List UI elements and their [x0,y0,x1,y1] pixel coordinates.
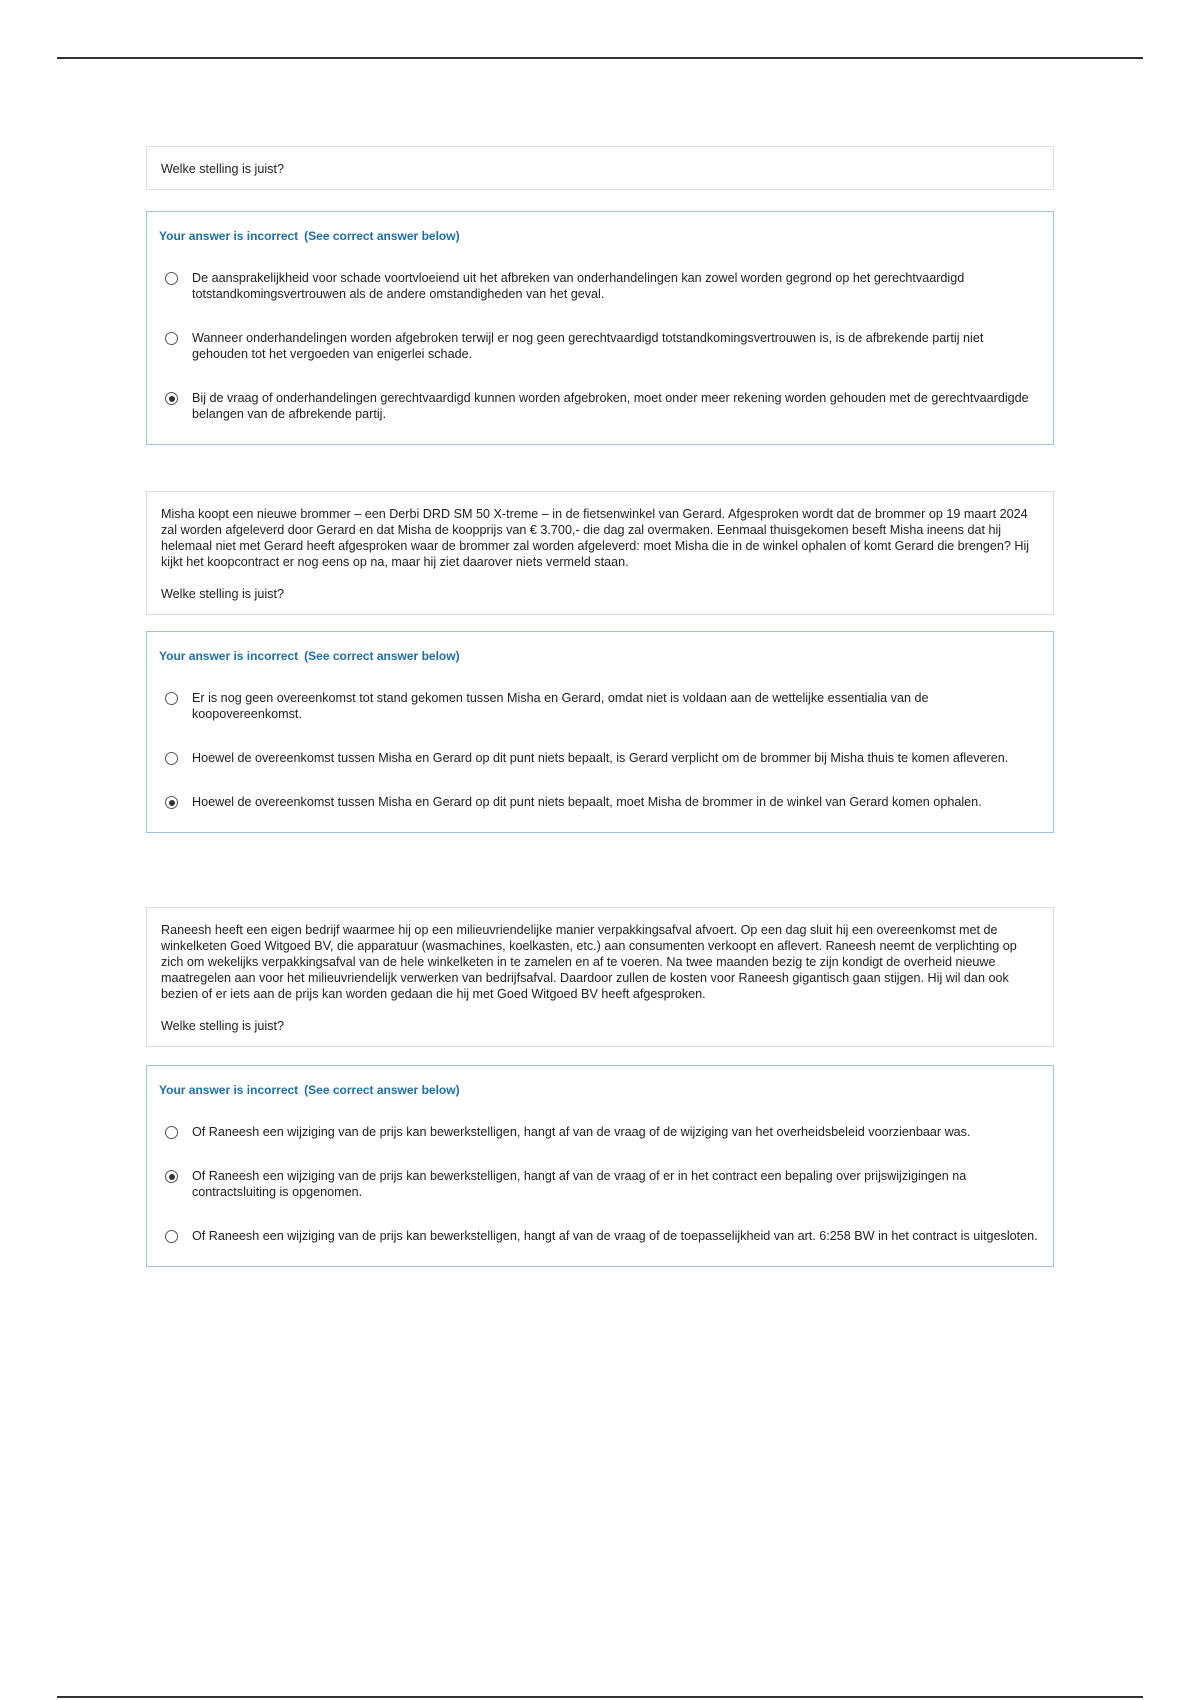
top-divider [57,57,1143,59]
answer-1-option-2[interactable] [159,330,1039,362]
question-1-prompt: Welke stelling is juist? [161,162,284,176]
question-1-box [146,146,1054,190]
option-text: Hoewel de overeenkomst tussen Misha en Gerard op dit punt niets bepaalt, moet Misha de brommer in de winkel van Gerard komen ophalen. [192,795,982,809]
incorrect-label: Your answer is incorrect [159,649,299,663]
answer-3-option-3[interactable] [159,1228,1039,1244]
answer-3-option-2[interactable] [159,1168,1039,1200]
question-2-box [146,491,1054,615]
question-3-box [146,907,1054,1047]
bottom-divider [57,1696,1143,1698]
option-text: Of Raneesh een wijziging van de prijs kan bewerkstelligen, hangt af van de vraag of de wijziging van het overheidsbeleid voorzienbaar was. [192,1125,971,1139]
answer-1-option-3[interactable] [159,390,1039,422]
answer-2-option-1[interactable] [159,690,1039,722]
answer-3-option-1[interactable] [159,1124,1039,1140]
answer-2-feedback [159,648,1039,664]
radio-button[interactable] [165,1126,178,1139]
see-correct-label: (See correct answer below) [304,229,460,243]
answer-2-box [146,631,1054,833]
option-text: De aansprakelijkheid voor schade voortvloeiend uit het afbreken van onderhandelingen kan zowel worden gegrond op het gerechtvaardigd totstandkomingsvertrouwen als de andere omstandigheden van het geval. [192,271,965,301]
radio-button[interactable] [165,692,178,705]
answer-1-option-1[interactable] [159,270,1039,302]
question-3-prompt: Welke stelling is juist? [161,1019,284,1033]
answer-2-option-3[interactable] [159,794,1039,810]
radio-button-selected[interactable] [165,1170,178,1183]
answer-1-box [146,211,1054,445]
incorrect-label: Your answer is incorrect [159,229,299,243]
option-text: Hoewel de overeenkomst tussen Misha en Gerard op dit punt niets bepaalt, is Gerard verplicht om de brommer bij Misha thuis te komen afleveren. [192,751,1009,765]
question-2-prompt: Welke stelling is juist? [161,587,284,601]
option-text: Of Raneesh een wijziging van de prijs kan bewerkstelligen, hangt af van de vraag of er in het contract een bepaling over prijswijzigingen na contractsluiting is opgenomen. [192,1169,967,1199]
option-text: Bij de vraag of onderhandelingen gerechtvaardigd kunnen worden afgebroken, moet onder meer rekening worden gehouden met de gerechtvaardigde belangen van de afbrekende partij. [192,391,1029,421]
incorrect-label: Your answer is incorrect [159,1083,299,1097]
radio-button[interactable] [165,1230,178,1243]
answer-1-feedback [159,228,1039,244]
question-2-scenario: Misha koopt een nieuwe brommer – een Derbi DRD SM 50 X-treme – in de fietsenwinkel van Gerard. Afgesproken wordt dat de brommer op 19 maart 2024 zal worden afgeleverd door Gerard en dat Misha de koopprijs van € 3.700,- die dag zal overmaken. Eenmaal thuisgekomen beseft Misha ineens dat hij helemaal niet met Gerard heeft afgesproken waar de brommer zal worden afgeleverd: moet Misha die in de winkel ophalen of komt Gerard die brengen? Hij kijkt het koopcontract er nog eens op na, maar hij ziet daarover niets vermeld staan. [161,507,1030,569]
option-text: Wanneer onderhandelingen worden afgebroken terwijl er nog geen gerechtvaardigd totstandkomingsvertrouwen is, is de afbrekende partij niet gehouden tot het vergoeden van enigerlei schade. [192,331,984,361]
radio-button[interactable] [165,752,178,765]
see-correct-label: (See correct answer below) [304,1083,460,1097]
option-text: Of Raneesh een wijziging van de prijs kan bewerkstelligen, hangt af van de vraag of de toepasselijkheid van art. 6:258 BW in het contract is uitgesloten. [192,1229,1038,1243]
see-correct-label: (See correct answer below) [304,649,460,663]
radio-button-selected[interactable] [165,796,178,809]
radio-button[interactable] [165,272,178,285]
answer-3-feedback [159,1082,1039,1098]
answer-3-box [146,1065,1054,1267]
question-3-scenario: Raneesh heeft een eigen bedrijf waarmee hij op een milieuvriendelijke manier verpakkingsafval afvoert. Op een dag sluit hij een overeenkomst met de winkelketen Goed Witgoed BV, die apparatuur (wasmachines, koelkasten, etc.) aan consumenten verkoopt en aflevert. Raneesh neemt de verplichting op zich om wekelijks verpakkingsafval van de hele winkelketen in te zamelen en af te voeren. Na twee maanden bezig te zijn kondigt de overheid nieuwe maatregelen aan voor het milieuvriendelijk verwerken van bedrijfsafval. Daardoor zullen de kosten voor Raneesh gigantisch gaan stijgen. Hij wil dan ook bezien of er iets aan de prijs kan worden gedaan die hij met Goed Witgoed BV heeft afgesproken. [161,923,1017,1001]
radio-button[interactable] [165,332,178,345]
answer-2-option-2[interactable] [159,750,1039,766]
option-text: Er is nog geen overeenkomst tot stand gekomen tussen Misha en Gerard, omdat niet is voldaan aan de wettelijke essentialia van de koopovereenkomst. [192,691,929,721]
radio-button-selected[interactable] [165,392,178,405]
